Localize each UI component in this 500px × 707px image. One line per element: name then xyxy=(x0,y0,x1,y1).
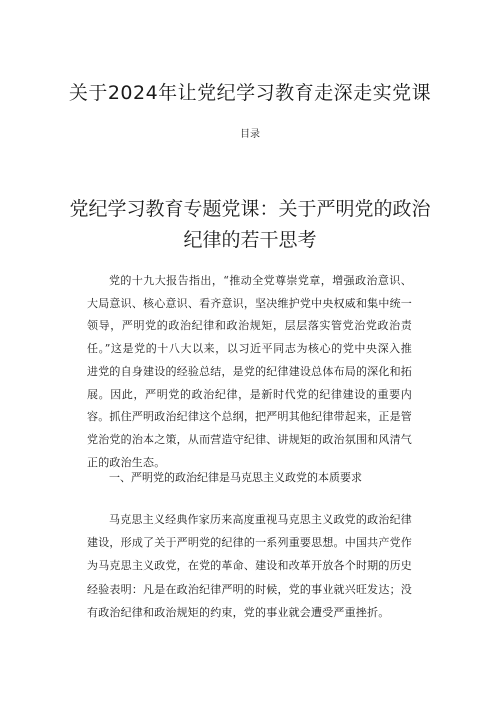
section-heading: 一、严明党的政治纪律是马克思主义政党的本质要求 xyxy=(109,471,362,484)
table-of-contents-label: 目录 xyxy=(240,129,260,140)
intro-paragraph: 党的十九大报告指出，“推动全党尊崇党章，增强政治意识、大局意识、核心意识、看齐意识，坚决维护党中央权威和集中统一领导，严明党的政治纪律和政治规矩，层层落实管党治党政治责任。”这是党的十八大以来，以习近平同志为核心的党中央深入推进党的自身建设的经验总结，是党的纪律建设总体布局的深化和拓展。因此，严明党的政治纪律，是新时代党的纪律建设的重要内容。抓住严明政治纪律这个总纲，把严明其他纪律带起来，正是管党治党的治本之策，从而营造守纪律、讲规矩的政治氛围和风清气正的政治生态。 xyxy=(87,274,412,469)
section-paragraph: 马克思主义经典作家历来高度重视马克思主义政党的政治纪律建设，形成了关于严明党的纪律的一系列重要思想。中国共产党作为马克思主义政党，在党的革命、建设和改革开放各个时期的历史经验表明：凡是在政治纪律严明的时候，党的事业就兴旺发达；没有政治纪律和政治规矩的约束，党的事业就会遭受严重挫折。 xyxy=(87,513,412,619)
lecture-title: 党纪学习教育专题党课：关于严明党的政治纪律的若干思考 xyxy=(69,198,431,251)
document-title: 关于2024年让党纪学习教育走深走实党课 xyxy=(68,82,432,104)
